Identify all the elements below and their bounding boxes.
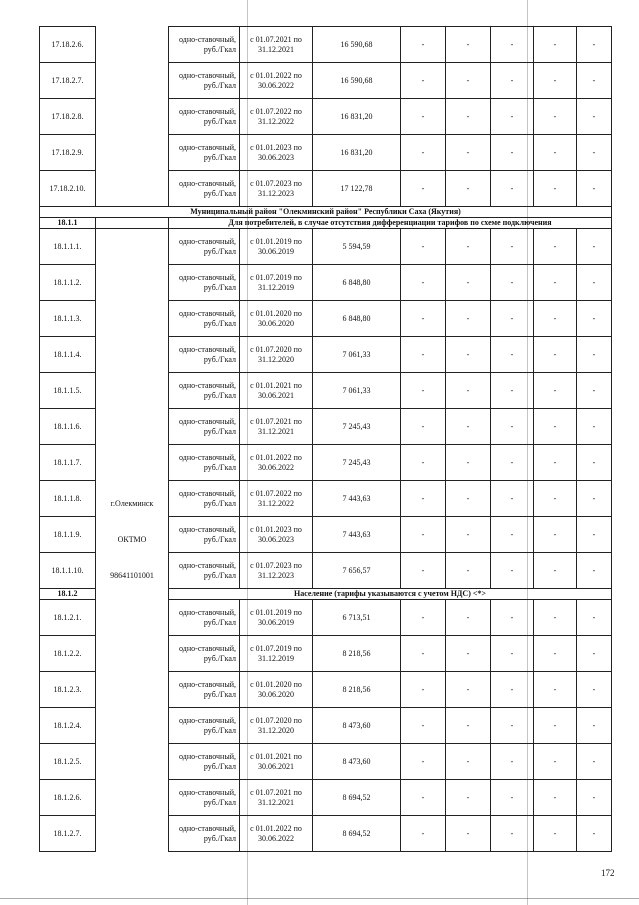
empty-value-cell: - <box>491 409 534 445</box>
tariff-value-cell: 8 218,56 <box>313 636 401 672</box>
empty-value-cell: - <box>491 816 534 852</box>
row-number-cell: 18.1.2.2. <box>40 636 96 672</box>
empty-value-cell: - <box>446 27 491 63</box>
oktmo-code: 98641101001 <box>110 571 154 581</box>
empty-value-cell: - <box>401 27 446 63</box>
empty-value-cell: - <box>446 780 491 816</box>
empty-value-cell: - <box>577 816 612 852</box>
tariff-value-cell: 8 218,56 <box>313 672 401 708</box>
empty-value-cell: - <box>491 337 534 373</box>
empty-value-cell: - <box>534 337 577 373</box>
row-number-cell: 17.18.2.10. <box>40 171 96 207</box>
empty-value-cell: - <box>534 171 577 207</box>
period-cell: с 01.01.2020 по 30.06.2020 <box>240 672 313 708</box>
empty-value-cell: - <box>446 99 491 135</box>
period-cell: с 01.07.2022 по 31.12.2022 <box>240 481 313 517</box>
tariff-type-cell: одно-ставочный, руб./Гкал <box>169 481 240 517</box>
locality-name: г.Олекминск <box>110 499 154 509</box>
row-number-cell: 17.18.2.9. <box>40 135 96 171</box>
tariff-value-cell: 16 590,68 <box>313 27 401 63</box>
empty-value-cell: - <box>401 636 446 672</box>
empty-value-cell: - <box>401 708 446 744</box>
empty-value-cell: - <box>491 27 534 63</box>
tariff-value-cell: 16 831,20 <box>313 135 401 171</box>
empty-value-cell: - <box>401 301 446 337</box>
tariff-value-cell: 7 061,33 <box>313 373 401 409</box>
period-cell: с 01.07.2020 по 31.12.2020 <box>240 708 313 744</box>
empty-value-cell: - <box>401 337 446 373</box>
empty-value-cell: - <box>401 744 446 780</box>
row-number-cell: 17.18.2.7. <box>40 63 96 99</box>
empty-value-cell: - <box>577 171 612 207</box>
empty-value-cell: - <box>577 301 612 337</box>
empty-value-cell: - <box>534 744 577 780</box>
row-number-cell: 18.1.1.10. <box>40 553 96 589</box>
row-number-cell: 17.18.2.8. <box>40 99 96 135</box>
period-cell: с 01.07.2019 по 31.12.2019 <box>240 265 313 301</box>
empty-value-cell: - <box>534 636 577 672</box>
empty-value-cell: - <box>491 63 534 99</box>
empty-value-cell: - <box>401 229 446 265</box>
empty-value-cell: - <box>534 708 577 744</box>
period-cell: с 01.07.2021 по 31.12.2021 <box>240 27 313 63</box>
row-number-cell: 18.1.1.7. <box>40 445 96 481</box>
empty-value-cell: - <box>491 135 534 171</box>
tariff-type-cell: одно-ставочный, руб./Гкал <box>169 301 240 337</box>
empty-value-cell: - <box>577 265 612 301</box>
empty-value-cell: - <box>446 600 491 636</box>
empty-value-cell: - <box>446 672 491 708</box>
empty-value-cell: - <box>577 517 612 553</box>
empty-value-cell: - <box>446 517 491 553</box>
empty-value-cell: - <box>446 816 491 852</box>
page-number: 172 <box>601 868 615 878</box>
empty-value-cell: - <box>401 409 446 445</box>
tariff-type-cell: одно-ставочный, руб./Гкал <box>169 600 240 636</box>
section-title: Для потребителей, в случае отсутствия дифференциации тарифов по схеме подключения <box>169 218 612 229</box>
empty-value-cell: - <box>446 445 491 481</box>
tariff-type-cell: одно-ставочный, руб./Гкал <box>169 744 240 780</box>
period-cell: с 01.07.2023 по 31.12.2023 <box>240 171 313 207</box>
period-cell: с 01.01.2023 по 30.06.2023 <box>240 135 313 171</box>
empty-value-cell: - <box>401 481 446 517</box>
empty-value-cell: - <box>446 229 491 265</box>
tariff-type-cell: одно-ставочный, руб./Гкал <box>169 672 240 708</box>
tariff-type-cell: одно-ставочный, руб./Гкал <box>169 99 240 135</box>
empty-value-cell: - <box>491 373 534 409</box>
empty-value-cell: - <box>577 135 612 171</box>
district-title: Муниципальный район "Олекминский район" Республики Саха (Якутия) <box>40 207 612 218</box>
empty-value-cell: - <box>534 409 577 445</box>
empty-value-cell: - <box>446 481 491 517</box>
empty-value-cell: - <box>401 600 446 636</box>
tariff-value-cell: 7 443,63 <box>313 517 401 553</box>
empty-value-cell: - <box>577 229 612 265</box>
empty-value-cell: - <box>534 780 577 816</box>
empty-value-cell: - <box>534 445 577 481</box>
tariff-value-cell: 8 473,60 <box>313 744 401 780</box>
tariff-table <box>39 26 612 852</box>
empty-value-cell: - <box>491 229 534 265</box>
period-cell: с 01.01.2023 по 30.06.2023 <box>240 517 313 553</box>
section-id: 18.1.1 <box>40 218 96 229</box>
empty-value-cell: - <box>401 135 446 171</box>
tariff-type-cell: одно-ставочный, руб./Гкал <box>169 816 240 852</box>
empty-value-cell: - <box>446 708 491 744</box>
empty-value-cell: - <box>401 780 446 816</box>
section-title: Население (тарифы указываются с учетом НДС) <*> <box>169 589 612 600</box>
empty-value-cell: - <box>534 816 577 852</box>
tariff-value-cell: 5 594,59 <box>313 229 401 265</box>
empty-value-cell: - <box>534 672 577 708</box>
empty-value-cell: - <box>577 553 612 589</box>
period-cell: с 01.01.2022 по 30.06.2022 <box>240 63 313 99</box>
empty-value-cell: - <box>401 373 446 409</box>
empty-value-cell: - <box>577 409 612 445</box>
empty-value-cell: - <box>446 301 491 337</box>
empty-value-cell: - <box>534 481 577 517</box>
empty-value-cell: - <box>491 445 534 481</box>
period-cell: с 01.01.2022 по 30.06.2022 <box>240 445 313 481</box>
period-cell: с 01.01.2021 по 30.06.2021 <box>240 373 313 409</box>
empty-value-cell: - <box>491 708 534 744</box>
empty-value-cell: - <box>491 265 534 301</box>
empty-value-cell: - <box>534 301 577 337</box>
empty-value-cell: - <box>577 481 612 517</box>
row-number-cell: 18.1.1.1. <box>40 229 96 265</box>
tariff-value-cell: 7 245,43 <box>313 409 401 445</box>
period-cell: с 01.07.2020 по 31.12.2020 <box>240 337 313 373</box>
tariff-value-cell: 17 122,78 <box>313 171 401 207</box>
period-cell: с 01.07.2021 по 31.12.2021 <box>240 409 313 445</box>
empty-value-cell: - <box>446 171 491 207</box>
empty-value-cell: - <box>446 337 491 373</box>
tariff-type-cell: одно-ставочный, руб./Гкал <box>169 337 240 373</box>
row-number-cell: 18.1.2.3. <box>40 672 96 708</box>
row-number-cell: 18.1.1.6. <box>40 409 96 445</box>
empty-value-cell: - <box>534 517 577 553</box>
empty-value-cell: - <box>534 600 577 636</box>
empty-value-cell: - <box>534 265 577 301</box>
empty-value-cell: - <box>534 373 577 409</box>
empty-value-cell: - <box>491 780 534 816</box>
table-row <box>40 229 612 265</box>
period-cell: с 01.07.2019 по 31.12.2019 <box>240 636 313 672</box>
empty-value-cell: - <box>491 600 534 636</box>
tariff-type-cell: одно-ставочный, руб./Гкал <box>169 265 240 301</box>
row-number-cell: 18.1.2.1. <box>40 600 96 636</box>
tariff-type-cell: одно-ставочный, руб./Гкал <box>169 63 240 99</box>
empty-value-cell: - <box>491 517 534 553</box>
empty-value-cell: - <box>491 171 534 207</box>
tariff-value-cell: 6 713,51 <box>313 600 401 636</box>
period-cell: с 01.07.2023 по 31.12.2023 <box>240 553 313 589</box>
empty-value-cell: - <box>491 301 534 337</box>
tariff-value-cell: 8 694,52 <box>313 816 401 852</box>
section-id: 18.1.2 <box>40 589 96 600</box>
empty-value-cell: - <box>534 229 577 265</box>
tariff-type-cell: одно-ставочный, руб./Гкал <box>169 229 240 265</box>
row-number-cell: 18.1.1.5. <box>40 373 96 409</box>
tariff-type-cell: одно-ставочный, руб./Гкал <box>169 373 240 409</box>
tariff-value-cell: 8 473,60 <box>313 708 401 744</box>
empty-value-cell: - <box>577 27 612 63</box>
period-cell: с 01.01.2019 по 30.06.2019 <box>240 229 313 265</box>
tariff-value-cell: 7 443,63 <box>313 481 401 517</box>
row-number-cell: 18.1.1.3. <box>40 301 96 337</box>
tariff-type-cell: одно-ставочный, руб./Гкал <box>169 27 240 63</box>
empty-value-cell: - <box>446 265 491 301</box>
tariff-type-cell: одно-ставочный, руб./Гкал <box>169 708 240 744</box>
tariff-type-cell: одно-ставочный, руб./Гкал <box>169 135 240 171</box>
empty-value-cell: - <box>534 99 577 135</box>
empty-value-cell: - <box>401 265 446 301</box>
period-cell: с 01.01.2021 по 30.06.2021 <box>240 744 313 780</box>
tariff-value-cell: 16 590,68 <box>313 63 401 99</box>
empty-value-cell: - <box>446 744 491 780</box>
tariff-type-cell: одно-ставочный, руб./Гкал <box>169 445 240 481</box>
scan-line <box>0 898 639 899</box>
org-cell <box>96 27 169 207</box>
row-number-cell: 18.1.1.4. <box>40 337 96 373</box>
empty-value-cell: - <box>491 553 534 589</box>
tariff-value-cell: 7 656,57 <box>313 553 401 589</box>
tariff-value-cell: 6 848,80 <box>313 301 401 337</box>
empty-value-cell: - <box>401 63 446 99</box>
org-cell <box>96 229 169 852</box>
empty-value-cell: - <box>534 135 577 171</box>
empty-value-cell: - <box>446 553 491 589</box>
empty-value-cell: - <box>491 636 534 672</box>
period-cell: с 01.01.2020 по 30.06.2020 <box>240 301 313 337</box>
section-header-row <box>40 218 612 229</box>
tariff-type-cell: одно-ставочный, руб./Гкал <box>169 553 240 589</box>
empty-value-cell: - <box>577 744 612 780</box>
empty-value-cell: - <box>446 135 491 171</box>
tariff-type-cell: одно-ставочный, руб./Гкал <box>169 636 240 672</box>
period-cell: с 01.01.2022 по 30.06.2022 <box>240 816 313 852</box>
tariff-type-cell: одно-ставочный, руб./Гкал <box>169 171 240 207</box>
empty-value-cell: - <box>446 636 491 672</box>
period-cell: с 01.01.2019 по 30.06.2019 <box>240 600 313 636</box>
empty-value-cell: - <box>534 27 577 63</box>
empty-value-cell: - <box>401 99 446 135</box>
empty-value-cell: - <box>401 672 446 708</box>
period-cell: с 01.07.2022 по 31.12.2022 <box>240 99 313 135</box>
empty-value-cell: - <box>491 481 534 517</box>
row-number-cell: 18.1.1.8. <box>40 481 96 517</box>
row-number-cell: 18.1.1.9. <box>40 517 96 553</box>
empty-value-cell: - <box>491 672 534 708</box>
oktmo-label: ОКТМО <box>117 535 147 545</box>
empty-value-cell: - <box>446 63 491 99</box>
tariff-type-cell: одно-ставочный, руб./Гкал <box>169 409 240 445</box>
empty-value-cell: - <box>577 63 612 99</box>
table-row <box>40 27 612 63</box>
blank-cell <box>96 218 169 229</box>
empty-value-cell: - <box>577 636 612 672</box>
section-header-row <box>40 207 612 218</box>
row-number-cell: 18.1.2.4. <box>40 708 96 744</box>
row-number-cell: 17.18.2.6. <box>40 27 96 63</box>
empty-value-cell: - <box>401 171 446 207</box>
row-number-cell: 18.1.2.7. <box>40 816 96 852</box>
empty-value-cell: - <box>446 373 491 409</box>
empty-value-cell: - <box>491 99 534 135</box>
empty-value-cell: - <box>401 445 446 481</box>
empty-value-cell: - <box>401 816 446 852</box>
empty-value-cell: - <box>577 672 612 708</box>
tariff-value-cell: 6 848,80 <box>313 265 401 301</box>
empty-value-cell: - <box>401 517 446 553</box>
empty-value-cell: - <box>577 337 612 373</box>
empty-value-cell: - <box>491 744 534 780</box>
row-number-cell: 18.1.2.6. <box>40 780 96 816</box>
tariff-type-cell: одно-ставочный, руб./Гкал <box>169 780 240 816</box>
empty-value-cell: - <box>577 780 612 816</box>
tariff-value-cell: 7 245,43 <box>313 445 401 481</box>
row-number-cell: 18.1.2.5. <box>40 744 96 780</box>
empty-value-cell: - <box>577 373 612 409</box>
empty-value-cell: - <box>534 553 577 589</box>
empty-value-cell: - <box>577 99 612 135</box>
tariff-value-cell: 8 694,52 <box>313 780 401 816</box>
tariff-type-cell: одно-ставочный, руб./Гкал <box>169 517 240 553</box>
empty-value-cell: - <box>577 445 612 481</box>
empty-value-cell: - <box>577 708 612 744</box>
empty-value-cell: - <box>577 600 612 636</box>
tariff-value-cell: 7 061,33 <box>313 337 401 373</box>
period-cell: с 01.07.2021 по 31.12.2021 <box>240 780 313 816</box>
empty-value-cell: - <box>446 409 491 445</box>
tariff-value-cell: 16 831,20 <box>313 99 401 135</box>
empty-value-cell: - <box>401 553 446 589</box>
row-number-cell: 18.1.1.2. <box>40 265 96 301</box>
empty-value-cell: - <box>534 63 577 99</box>
